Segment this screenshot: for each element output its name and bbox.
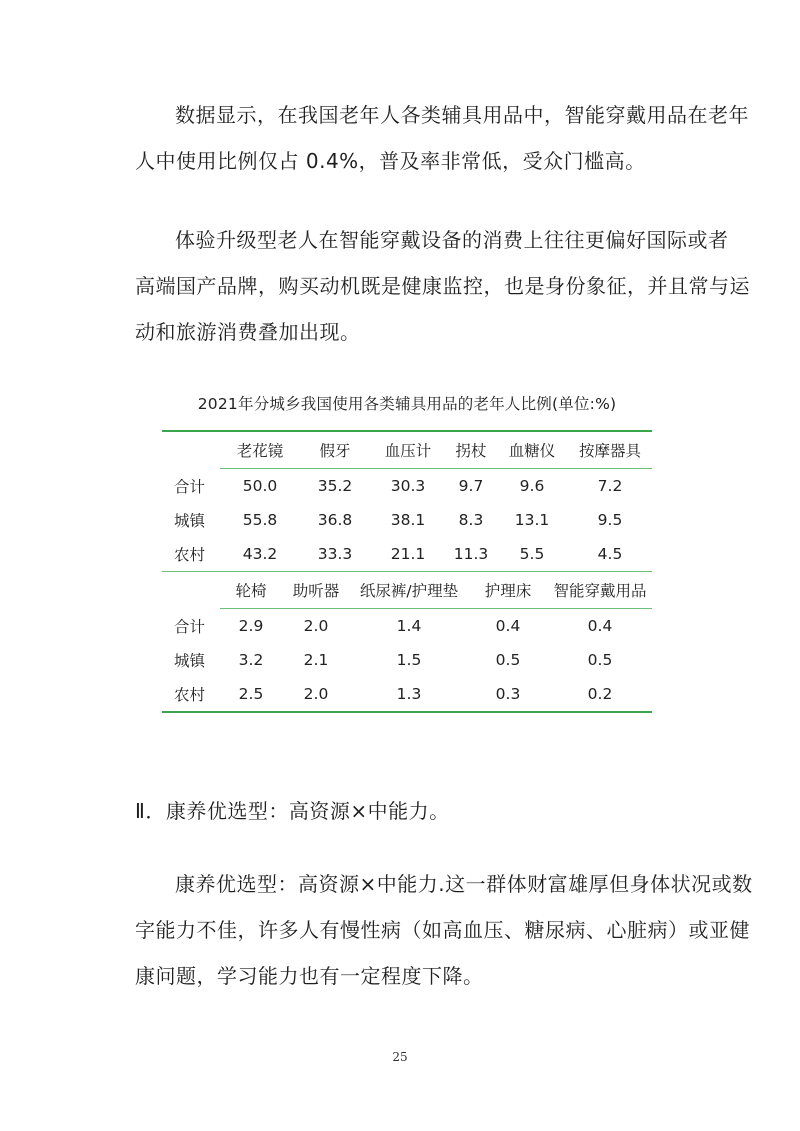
- column-header: 血压计: [370, 432, 446, 469]
- table-cell: 43.2: [242, 545, 278, 563]
- assistive-products-table: [162, 432, 652, 571]
- section-heading: [135, 788, 695, 834]
- row-label: 城镇: [174, 512, 206, 530]
- row-label: 合计: [174, 617, 206, 636]
- table-header-row: [162, 572, 652, 609]
- paragraph-smart-wearables-usage: [135, 92, 749, 184]
- paragraph-health-preferred: [135, 861, 753, 999]
- table-row: [162, 503, 652, 537]
- table-cell: 0.3: [468, 677, 548, 712]
- paragraph-line: 体验升级型老人在智能穿戴设备的消费上往往更偏好国际或者: [175, 228, 729, 252]
- column-header: 按摩器具: [568, 432, 652, 469]
- table-cell: 30.3: [390, 477, 426, 495]
- page-number: 25: [392, 1050, 408, 1064]
- table-header-row: [162, 432, 652, 469]
- column-header: 轮椅: [220, 572, 282, 609]
- paragraph-line: 康养优选型：高资源×中能力.这一群体财富雄厚但身体状况或数: [175, 872, 753, 896]
- table-cell: 13.1: [514, 511, 550, 529]
- table-cell: 9.7: [458, 477, 484, 495]
- table-cell: 2.9: [238, 617, 264, 635]
- table-cell: 2.5: [220, 677, 282, 712]
- table-row: [162, 677, 652, 712]
- table-cell: 36.8: [317, 511, 353, 529]
- table-cell: 0.2: [548, 677, 652, 712]
- table-cell: 38.1: [390, 511, 426, 529]
- column-header: 拐杖: [446, 432, 496, 469]
- table-cell: 8.3: [458, 511, 484, 529]
- table-cell: 55.8: [242, 511, 278, 529]
- paragraph-line: 数据显示，在我国老年人各类辅具用品中，智能穿戴用品在老年: [175, 103, 749, 127]
- table-row: [162, 643, 652, 677]
- table-cell: 4.5: [597, 545, 623, 563]
- paragraph-line: 字能力不佳，许多人有慢性病（如高血压、糖尿病、心脏病）或亚健: [135, 918, 750, 942]
- row-label: 农村: [162, 677, 220, 712]
- column-header: 血糖仪: [496, 432, 568, 469]
- table-cell: 1.4: [396, 617, 422, 635]
- table-cell: 3.2: [238, 651, 264, 669]
- row-label: 农村: [174, 546, 206, 564]
- paragraph-line: 高端国产品牌，购买动机既是健康监控，也是身份象征，并且常与运: [135, 274, 750, 298]
- table-row: [162, 537, 652, 571]
- table-cell: 35.2: [317, 477, 353, 495]
- assistive-products-table-part2: [162, 572, 652, 713]
- paragraph-line: 人中使用比例仅占 0.4%，普及率非常低，受众门槛高。: [135, 149, 646, 173]
- table-cell: 2.0: [303, 617, 329, 635]
- table-corner-cell: [162, 572, 220, 609]
- table-cell: 0.5: [495, 651, 521, 669]
- paragraph-line: 康问题，学习能力也有一定程度下降。: [135, 964, 484, 988]
- table-cell: 0.4: [495, 617, 521, 635]
- paragraph-line: 动和旅游消费叠加出现。: [135, 320, 361, 344]
- table-row: [162, 609, 652, 644]
- column-header: 护理床: [468, 572, 548, 609]
- table-cell: 0.5: [587, 651, 613, 669]
- table-cell: 7.2: [597, 477, 623, 495]
- table-cell: 11.3: [453, 545, 489, 563]
- row-label: 合计: [174, 477, 206, 496]
- table-cell: 33.3: [317, 545, 353, 563]
- column-header: 智能穿戴用品: [548, 572, 652, 609]
- table-cell: 9.5: [597, 511, 623, 529]
- table-cell: 21.1: [390, 545, 426, 563]
- assistive-products-table-block: [162, 393, 652, 713]
- table-row: [162, 469, 652, 504]
- paragraph-experience-upgrade: [135, 217, 750, 355]
- table-cell: 5.5: [519, 545, 545, 563]
- table-title: 2021年分城乡我国使用各类辅具用品的老年人比例(单位:%): [197, 395, 617, 413]
- table-cell: 1.5: [396, 651, 422, 669]
- row-label: 城镇: [174, 652, 206, 670]
- table-cell: 2.0: [282, 677, 350, 712]
- table-cell: 0.4: [587, 617, 613, 635]
- column-header: 助听器: [282, 572, 350, 609]
- table-cell: 1.3: [350, 677, 468, 712]
- column-header: 老花镜: [220, 432, 300, 469]
- table-cell: 2.1: [303, 651, 329, 669]
- table-corner-cell: [162, 432, 220, 469]
- table-cell: 50.0: [242, 477, 278, 495]
- table-cell: 9.6: [519, 477, 545, 495]
- column-header: 假牙: [300, 432, 370, 469]
- column-header: 纸尿裤/护理垫: [350, 572, 468, 609]
- section-heading-text: Ⅱ．康养优选型：高资源×中能力。: [135, 799, 450, 823]
